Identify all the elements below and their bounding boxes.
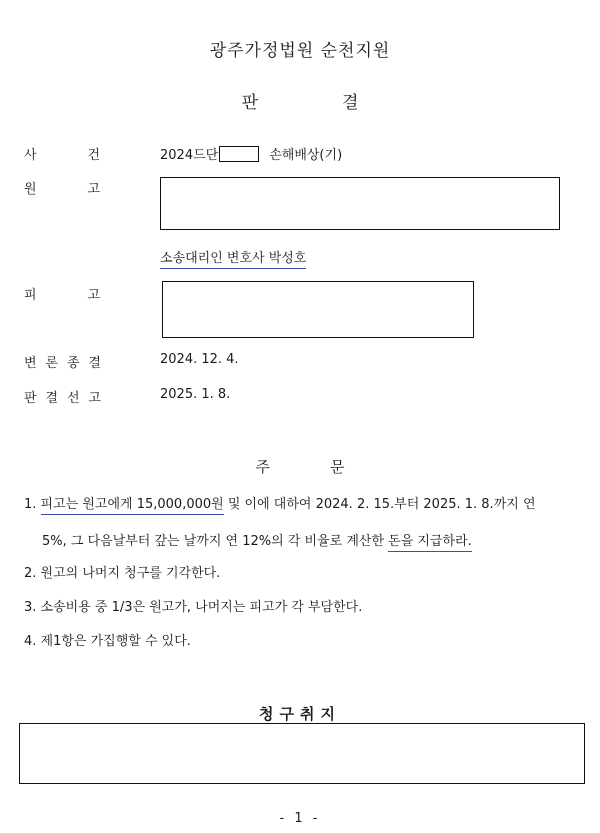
redacted-plaintiff: [160, 177, 560, 230]
judgment-date-label: 판 결 선 고: [24, 391, 101, 406]
order-title: 주 문: [255, 458, 345, 476]
case-name: 손해배상(기): [269, 148, 343, 163]
redacted-case-number: [219, 146, 259, 162]
redacted-claim: [19, 723, 585, 784]
order-item-1-text: 및 이에 대하여 2024. 2. 15.부터 2025. 1. 8.까지 연: [223, 497, 536, 512]
document-title-char: 판: [241, 93, 258, 113]
order-item-1: [24, 496, 536, 514]
order-item-1-underlined: 피고는 원고에게 15,000,000원: [41, 497, 224, 515]
hearing-end-label: 변 론 종 결: [24, 356, 101, 371]
plaintiff-attorney: 소송대리인 변호사 박성호: [160, 247, 306, 266]
page-number: - 1 -: [279, 811, 321, 826]
order-item-2: 2. 원고의 나머지 청구를 기각한다.: [24, 566, 221, 581]
case-label: 사 건: [24, 148, 100, 163]
order-item-1-continued: 5%, 그 다음날부터 갚는 날까지 연 12%의 각 비율로 계산한 돈을 지급하라.: [42, 530, 472, 549]
redacted-defendant: [162, 281, 474, 338]
case-number-prefix: 2024드단: [160, 148, 219, 163]
claim-title: 청구취지: [259, 705, 341, 723]
court-name: 광주가정법원 순천지원: [209, 41, 391, 61]
judgment-date: 2025. 1. 8.: [160, 387, 231, 402]
document-title-char: 결: [342, 93, 359, 113]
order-item-1-underlined-end: 돈을 지급하라.: [388, 534, 472, 552]
hearing-end-date: 2024. 12. 4.: [160, 352, 239, 367]
case-number: [160, 144, 342, 163]
plaintiff-label: 원 고: [24, 182, 100, 197]
order-item-3: 3. 소송비용 중 1/3은 원고가, 나머지는 피고가 각 부담한다.: [24, 600, 363, 615]
document-title: [0, 88, 600, 113]
defendant-label: 피 고: [24, 288, 100, 303]
order-item-4: 4. 제1항은 가집행할 수 있다.: [24, 634, 191, 649]
order-item-1-number: 1.: [24, 497, 37, 512]
